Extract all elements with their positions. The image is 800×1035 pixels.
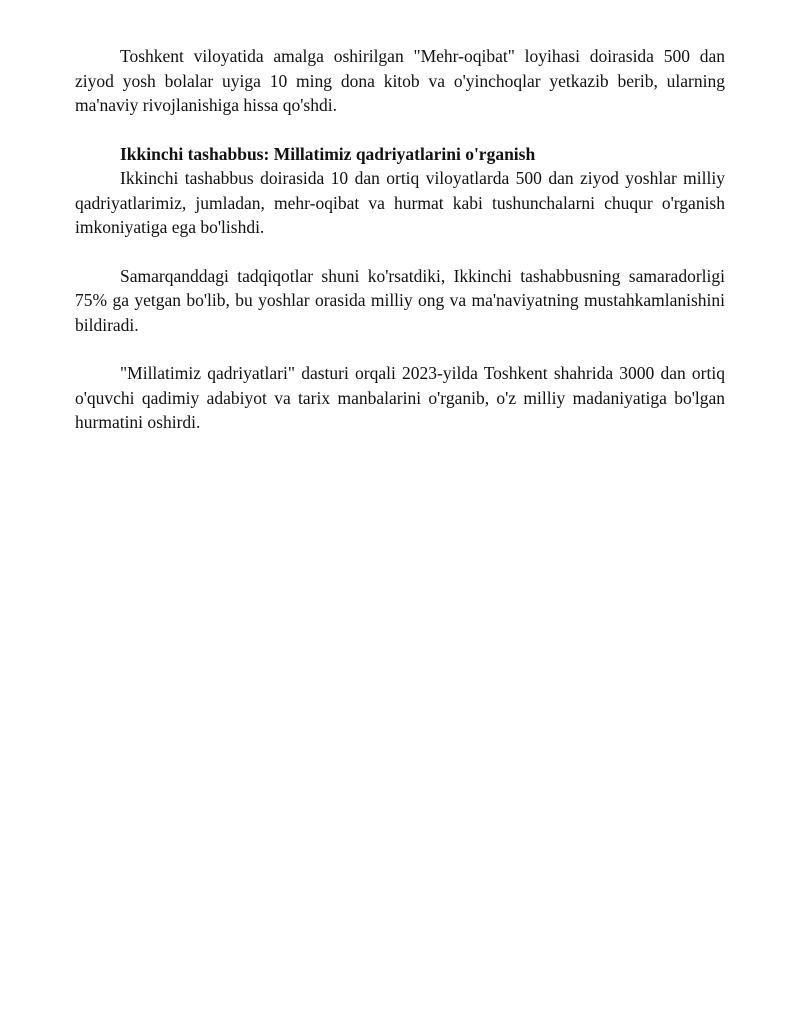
paragraph-second-initiative: Ikkinchi tashabbus doirasida 10 dan ortiq viloyatlarda 500 dan ziyod yoshlar milliy qadriyatlarimiz, jumladan, mehr-oqibat va hurmat kabi tushunchalarni chuqur o'rganish imkoniyatiga ega bo'lishdi. xyxy=(75,168,725,237)
section-heading: Ikkinchi tashabbus: Millatimiz qadriyatlarini o'rganish xyxy=(120,143,536,164)
paragraph-program-2023: "Millatimiz qadriyatlari" dasturi orqali 2023-yilda Toshkent shahrida 3000 dan ortiq o'quvchi qadimiy adabiyot va tarix manbalarini o'rganib, o'z milliy madaniyatiga bo'lgan hurmatini oshirdi. xyxy=(75,363,725,432)
document-page xyxy=(75,44,725,435)
paragraph-samarqand-research: Samarqanddagi tadqiqotlar shuni ko'rsatdiki, Ikkinchi tashabbusning samaradorligi 75% ga yetgan bo'lib, bu yoshlar orasida milliy ong va ma'naviyatning mustahkamlanishini bildiradi. xyxy=(75,265,725,335)
paragraph-mehr-oqibat: Toshkent viloyatida amalga oshirilgan "Mehr-oqibat" loyihasi doirasida 500 dan ziyod yosh bolalar uyiga 10 ming dona kitob va o'yinchoqlar yetkazib berib, ularning ma'naviy rivojlanishiga hissa qo'shdi. xyxy=(75,46,725,115)
